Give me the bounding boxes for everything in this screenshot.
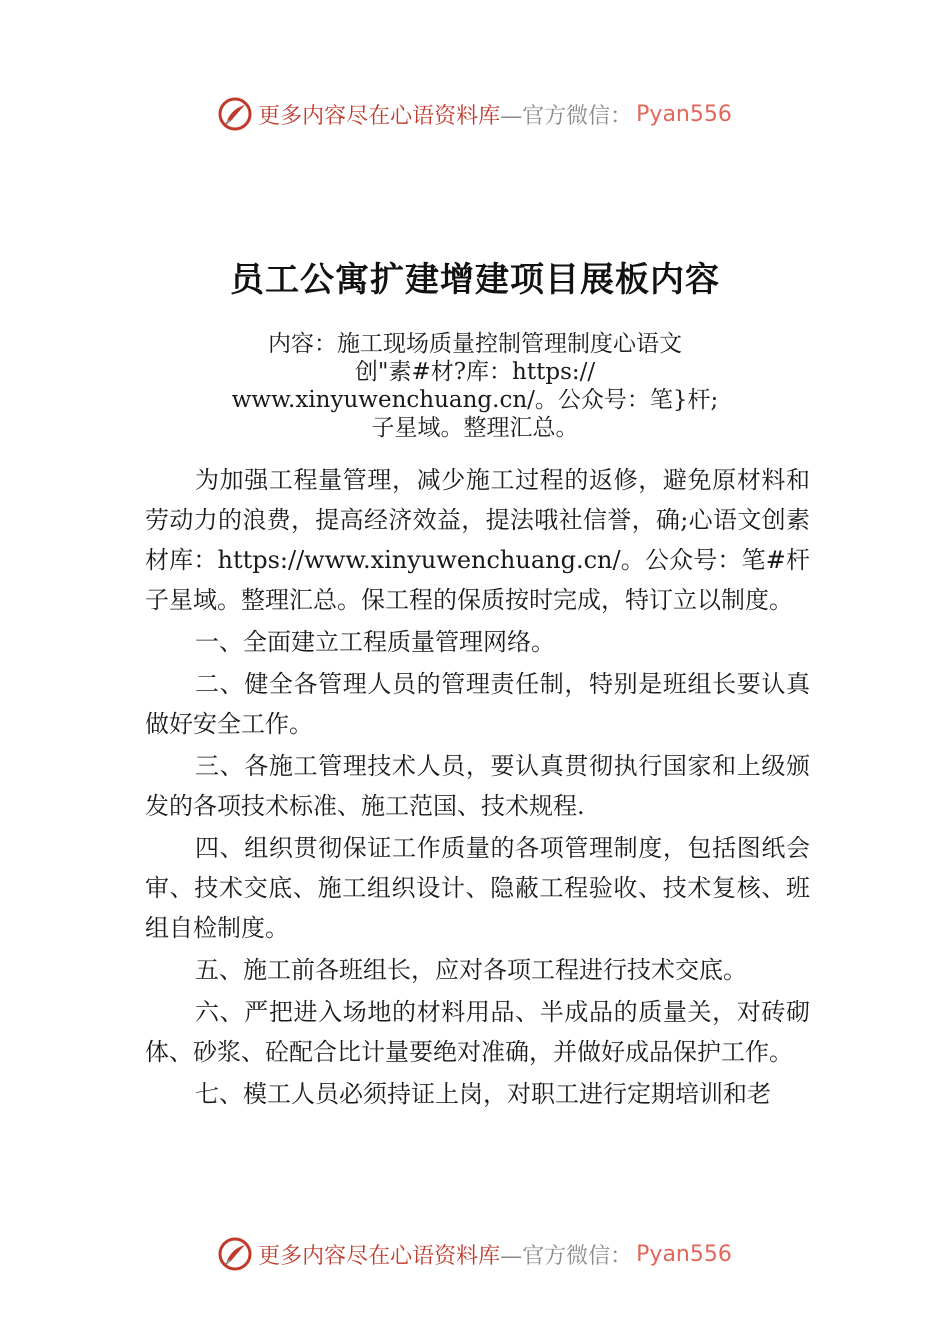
subtitle-line: 内容：施工现场质量控制管理制度心语文 (268, 331, 682, 357)
clause-3: 三、各施工管理技术人员，要认真贯彻执行国家和上级颁发的各项技术标准、施工范国、技术规程. (145, 752, 810, 820)
banner-wechat-id: Pyan556 (636, 1241, 732, 1267)
clause-7: 七、模工人员必须持证上岗，对职工进行定期培训和老 (195, 1080, 771, 1108)
header-banner (0, 94, 950, 134)
banner-wechat-label: —官方微信： (500, 103, 633, 129)
clause-2: 二、健全各管理人员的管理责任制，特别是班组长要认真做好安全工作。 (145, 670, 810, 738)
footer-banner (0, 1234, 950, 1274)
intro-paragraph: 为加强工程量管理，减少施工过程的返修，避免原材料和劳动力的浪费，提高经济效益，提法哦社信誉，确;心语文创素材库：https://www.xinyuwenchuang.cn/。公众号：笔#杆子星域。整理汇总。保工程的保质按时完成，特订立以制度。 (145, 466, 810, 614)
document-body (145, 460, 810, 1116)
subtitle-line: 创"素#材?库：https:// (354, 359, 596, 385)
clause-5: 五、施工前各班组长，应对各项工程进行技术交底。 (195, 956, 747, 984)
clause-1: 一、全面建立工程质量管理网络。 (195, 628, 555, 656)
clause-4: 四、组织贯彻保证工作质量的各项管理制度，包括图纸会审、技术交底、施工组织设计、隐蔽工程验收、技术复核、班组自检制度。 (145, 834, 810, 942)
banner-wechat-label: —官方微信： (500, 1243, 633, 1269)
clause-6: 六、严把进入场地的材料用品、半成品的质量关，对砖砌体、砂浆、砼配合比计量要绝对准确，并做好成品保护工作。 (145, 998, 810, 1066)
document-subtitle (200, 330, 750, 442)
subtitle-line: 子星域。整理汇总。 (371, 415, 579, 441)
banner-site-text: 更多内容尽在心语资料库 (258, 1243, 501, 1269)
banner-wechat-id: Pyan556 (636, 101, 732, 127)
brush-logo-icon (218, 1237, 252, 1271)
banner-site-text: 更多内容尽在心语资料库 (258, 103, 501, 129)
document-title: 员工公寓扩建增建项目展板内容 (230, 260, 720, 300)
subtitle-line: www.xinyuwenchuang.cn/。公众号：笔}杆; (231, 387, 719, 413)
brush-logo-icon (218, 97, 252, 131)
